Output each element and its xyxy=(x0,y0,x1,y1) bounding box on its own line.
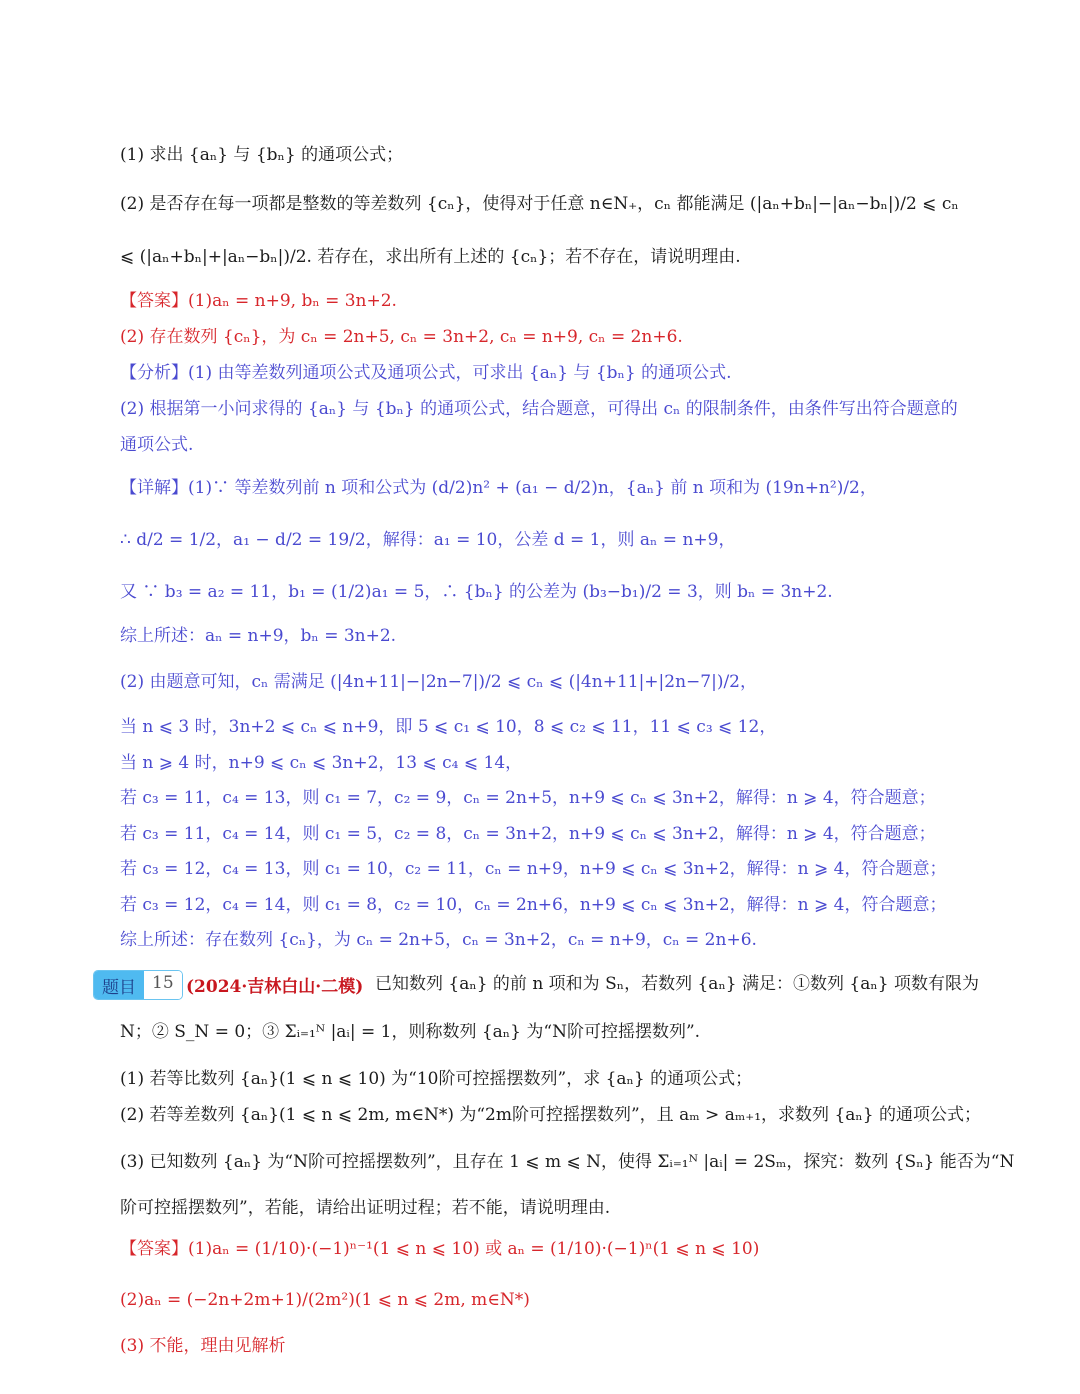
problem-15-answer-2: (2)aₙ = (−2n+2m+1)/(2m²)(1 ⩽ n ⩽ 2m, m∈N*) xyxy=(120,1290,530,1310)
problem-14-detail-8: 若 c₃ = 11，c₄ = 13，则 c₁ = 7，c₂ = 9，cₙ = 2n+5，n+9 ⩽ cₙ ⩽ 3n+2，解得：n ⩾ 4，符合题意； xyxy=(120,788,936,808)
problem-14-analysis-1: 【分析】(1) 由等差数列通项公式及通项公式，可求出 {aₙ} 与 {bₙ} 的通项公式. xyxy=(120,363,732,383)
problem-14-question-1: (1) 求出 {aₙ} 与 {bₙ} 的通项公式； xyxy=(120,145,404,165)
problem-15-answer-3: (3) 不能，理由见解析 xyxy=(120,1336,286,1356)
problem-14-analysis-3: 通项公式. xyxy=(120,435,194,455)
problem-14-detail-10: 若 c₃ = 12，c₄ = 13，则 c₁ = 10，c₂ = 11，cₙ = n+9，n+9 ⩽ cₙ ⩽ 3n+2，解得：n ⩾ 4，符合题意； xyxy=(120,859,947,879)
problem-15-stem-2: N；② S_N = 0；③ Σᵢ₌₁ᴺ |aᵢ| = 1，则称数列 {aₙ} 为“N阶可控摇摆数列”. xyxy=(120,1022,701,1042)
problem-14-detail-3: 又 ∵ b₃ = a₂ = 11，b₁ = (1/2)a₁ = 5，∴ {bₙ} 的公差为 (b₃−b₁)/2 = 3，则 bₙ = 3n+2. xyxy=(120,582,833,602)
problem-14-detail-1: 【详解】(1)∵ 等差数列前 n 项和公式为 (d/2)n² + (a₁ − d/2)n，{aₙ} 前 n 项和为 (19n+n²)/2， xyxy=(120,478,877,498)
problem-14-analysis-2: (2) 根据第一小问求得的 {aₙ} 与 {bₙ} 的通项公式，结合题意，可得出 cₙ 的限制条件，由条件写出符合题意的 xyxy=(120,399,958,419)
problem-14-detail-7: 当 n ⩾ 4 时，n+9 ⩽ cₙ ⩽ 3n+2，13 ⩽ c₄ ⩽ 14， xyxy=(120,753,523,773)
problem-14-answer-2: (2) 存在数列 {cₙ}，为 cₙ = 2n+5, cₙ = 3n+2, cₙ = n+9, cₙ = 2n+6. xyxy=(120,327,683,347)
problem-14-question-2: (2) 是否存在每一项都是整数的等差数列 {cₙ}，使得对于任意 n∈N₊，cₙ 都能满足 (|aₙ+bₙ|−|aₙ−bₙ|)/2 ⩽ cₙ xyxy=(120,194,959,214)
problem-14-detail-12: 综上所述：存在数列 {cₙ}，为 cₙ = 2n+5，cₙ = 3n+2，cₙ = n+9，cₙ = 2n+6. xyxy=(120,930,757,950)
problem-14-question-2-cont: ⩽ (|aₙ+bₙ|+|aₙ−bₙ|)/2. 若存在，求出所有上述的 {cₙ}；若不存在，请说明理由. xyxy=(120,247,741,267)
problem-15-question-1: (1) 若等比数列 {aₙ}(1 ⩽ n ⩽ 10) 为“10阶可控摇摆数列”，求 {aₙ} 的通项公式； xyxy=(120,1069,753,1089)
problem-number-badge xyxy=(93,970,183,1000)
problem-15-question-3: (3) 已知数列 {aₙ} 为“N阶可控摇摆数列”，且存在 1 ⩽ m ⩽ N，使得 Σᵢ₌₁ᴺ |aᵢ| = 2Sₘ，探究：数列 {Sₙ} 能否为“N xyxy=(120,1152,1015,1172)
badge-label: 题目 xyxy=(94,971,144,999)
problem-14-detail-2: ∴ d/2 = 1/2，a₁ − d/2 = 19/2，解得：a₁ = 10，公差 d = 1，则 aₙ = n+9， xyxy=(120,530,736,550)
badge-number: 15 xyxy=(144,971,182,999)
problem-14-detail-6: 当 n ⩽ 3 时，3n+2 ⩽ cₙ ⩽ n+9，即 5 ⩽ c₁ ⩽ 10，8 ⩽ c₂ ⩽ 11，11 ⩽ c₃ ⩽ 12， xyxy=(120,717,777,737)
problem-14-detail-9: 若 c₃ = 11，c₄ = 14，则 c₁ = 5，c₂ = 8，cₙ = 3n+2，n+9 ⩽ cₙ ⩽ 3n+2，解得：n ⩾ 4，符合题意； xyxy=(120,824,936,844)
problem-15-stem-1: 已知数列 {aₙ} 的前 n 项和为 Sₙ，若数列 {aₙ} 满足：①数列 {aₙ} 项数有限为 xyxy=(375,974,979,994)
problem-15-question-3-cont: 阶可控摇摆数列”，若能，请给出证明过程；若不能，请说明理由. xyxy=(120,1198,611,1218)
problem-14-detail-5: (2) 由题意可知，cₙ 需满足 (|4n+11|−|2n−7|)/2 ⩽ cₙ ⩽ (|4n+11|+|2n−7|)/2， xyxy=(120,672,758,692)
problem-14-detail-4: 综上所述：aₙ = n+9，bₙ = 3n+2. xyxy=(120,626,397,646)
problem-15-answer-1: 【答案】(1)aₙ = (1/10)·(−1)ⁿ⁻¹(1 ⩽ n ⩽ 10) 或 aₙ = (1/10)·(−1)ⁿ(1 ⩽ n ⩽ 10) xyxy=(120,1239,760,1259)
problem-source: (2024·吉林白山·二模) xyxy=(186,977,364,997)
problem-15-question-2: (2) 若等差数列 {aₙ}(1 ⩽ n ⩽ 2m, m∈N*) 为“2m阶可控摇摆数列”，且 aₘ > aₘ₊₁，求数列 {aₙ} 的通项公式； xyxy=(120,1105,981,1125)
problem-14-detail-11: 若 c₃ = 12，c₄ = 14，则 c₁ = 8，c₂ = 10，cₙ = 2n+6，n+9 ⩽ cₙ ⩽ 3n+2，解得：n ⩾ 4，符合题意； xyxy=(120,895,947,915)
problem-14-answer-1: 【答案】(1)aₙ = n+9, bₙ = 3n+2. xyxy=(120,291,397,311)
